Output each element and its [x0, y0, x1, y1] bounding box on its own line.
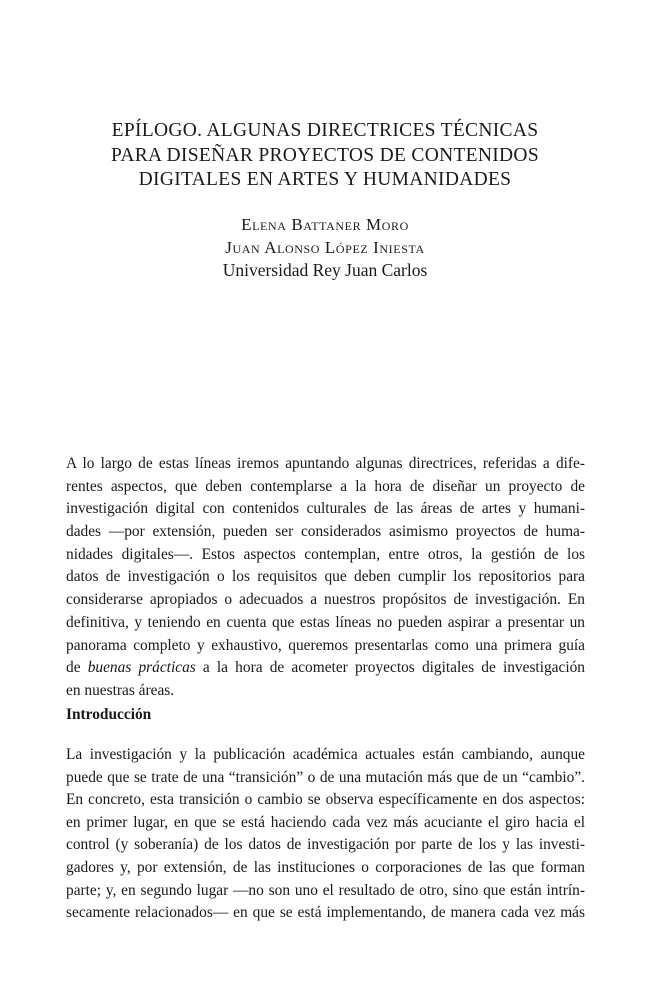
author-name: Juan Alonso López Iniesta	[225, 238, 425, 257]
text-line: La investigación y la publicación académica actuales están cambiando, aunque	[66, 746, 585, 763]
text-fragment: de	[66, 659, 88, 677]
text-line: panorama completo y exhaustivo, queremos presentarlas como una primera guía	[66, 636, 585, 654]
text-line: puede que se trate de una “transición” o de una mutación más que de un “cambio”.	[66, 768, 585, 786]
author-affiliation: Universidad Rey Juan Carlos	[222, 260, 428, 280]
title-line: DIGITALES EN ARTES Y HUMANIDADES	[138, 169, 512, 190]
abstract-paragraph	[66, 453, 585, 703]
text-line	[66, 657, 585, 680]
text-line: en primer lugar, en que se está haciendo cada vez más acuciante el giro hacia el	[66, 813, 585, 831]
section-heading: Introducción	[66, 706, 152, 723]
text-line: rentes aspectos, que deben contemplarse a la hora de diseñar un proyecto de	[66, 477, 585, 495]
text-line: en nuestras áreas.	[66, 681, 175, 699]
emphasized-term: buenas prácticas	[87, 659, 196, 677]
text-line: considerarse apropiados o adecuados a nuestros propósitos de investigación. En	[66, 591, 585, 609]
text-line: parte; y, en segundo lugar —no son uno el resultado de otro, sino que están intrín-	[66, 881, 585, 899]
author-name: Elena Battaner Moro	[241, 215, 409, 234]
body-paragraph	[66, 744, 585, 925]
title-line: EPÍLOGO. ALGUNAS DIRECTRICES TÉCNICAS	[111, 120, 539, 141]
text-line: gadores y, por extensión, de las instituciones o corporaciones de las que forman	[66, 858, 585, 876]
text-line: datos de investigación o los requisitos que deben cumplir los repositorios para	[66, 568, 585, 586]
text-line: investigación digital con contenidos culturales de las áreas de artes y humani-	[66, 500, 585, 518]
author-block	[66, 213, 584, 282]
text-line: secamente relacionados— en que se está implementando, de manera cada vez más	[66, 904, 585, 922]
text-line: control (y soberanía) de los datos de investigación por parte de los y las investi-	[66, 836, 585, 854]
text-fragment: a la hora de acometer proyectos digitales de investigación	[195, 659, 585, 677]
text-line: En concreto, esta transición o cambio se observa específicamente en dos aspectos:	[66, 791, 585, 809]
text-line: dades —por extensión, pueden ser considerados asimismo proyectos de huma-	[66, 523, 585, 541]
text-line: nidades digitales—. Estos aspectos contemplan, entre otros, la gestión de los	[66, 545, 585, 563]
chapter-title	[66, 119, 584, 193]
text-line: definitiva, y teniendo en cuenta que estas líneas no pueden aspirar a presentar un	[66, 613, 585, 631]
text-line: A lo largo de estas líneas iremos apuntando algunas directrices, referidas a dife-	[66, 455, 585, 472]
title-line: PARA DISEÑAR PROYECTOS DE CONTENIDOS	[111, 144, 539, 166]
